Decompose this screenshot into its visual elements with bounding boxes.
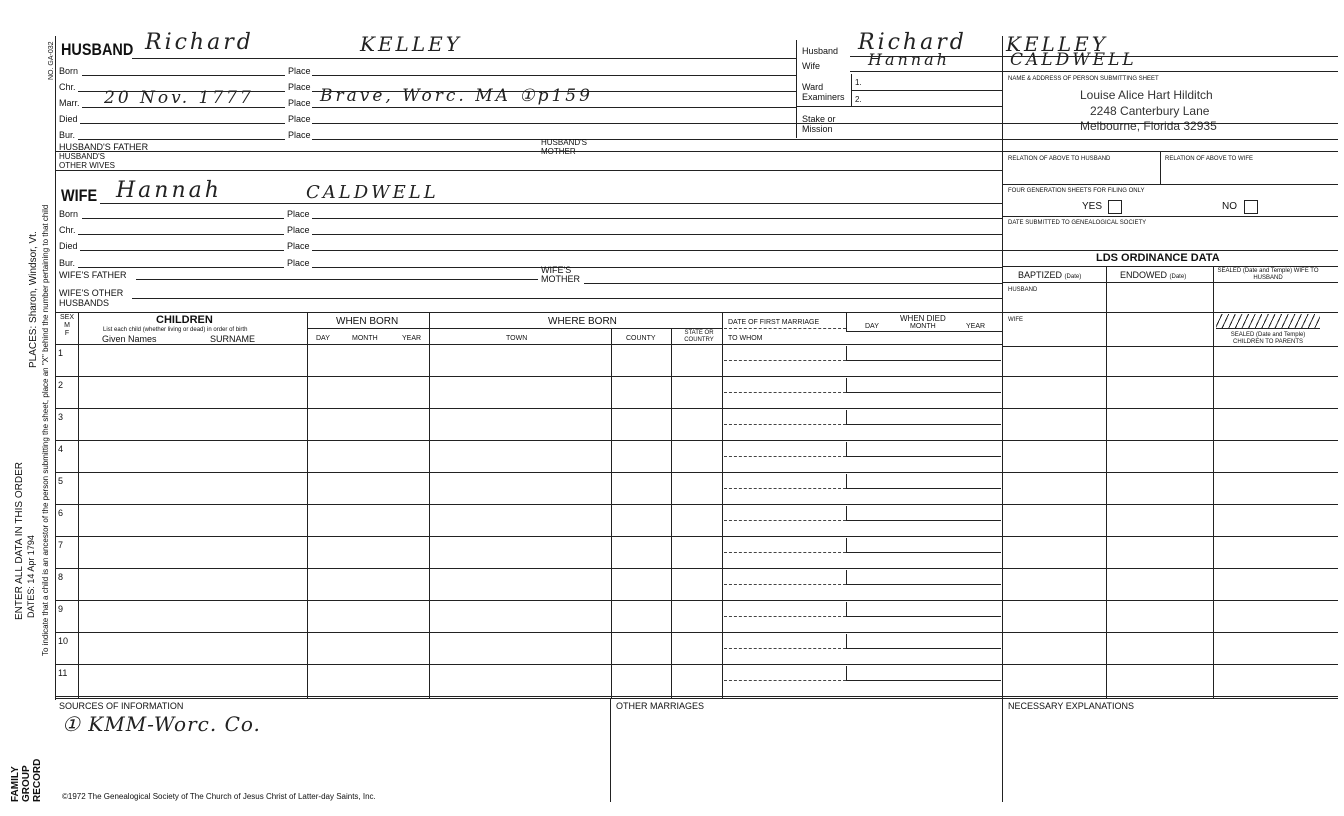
- submitter-line-1: [1002, 123, 1338, 124]
- child-row-line: [56, 408, 1002, 409]
- child-when-died-box[interactable]: [846, 442, 1001, 457]
- child-row-number: 4: [58, 444, 64, 454]
- child-row-number: 11: [58, 668, 68, 678]
- husband-marr-label: Marr.: [59, 98, 80, 108]
- husband-died-place-line: [312, 123, 1002, 124]
- child-row-number: 3: [58, 412, 64, 422]
- other-marriages-divider: [610, 698, 611, 802]
- examiner-1: 1.: [855, 78, 862, 87]
- child-marr-dash: [724, 456, 846, 457]
- ancestor-note: To indicate that a child is an ancestor of the person submitting the sheet, place an "X" behind the number pertaining to that child: [41, 204, 50, 656]
- children-surname-header: SURNAME: [210, 334, 256, 344]
- sources-label: SOURCES OF INFORMATION: [59, 701, 184, 711]
- children-top-line: [56, 312, 1002, 313]
- husband-label: HUSBAND: [61, 40, 134, 59]
- husband-bur-place-label: Place: [288, 130, 311, 140]
- wife-other-husbands-label: WIFE'S OTHER HUSBANDS: [59, 288, 124, 308]
- source-entry[interactable]: ① KMM-Worc. Co.: [62, 712, 261, 736]
- child-marr-dash: [724, 584, 846, 585]
- child-row-line: [56, 440, 1002, 441]
- child-when-died-box[interactable]: [846, 506, 1001, 521]
- wife-chr-line: [78, 234, 284, 235]
- child-when-died-box[interactable]: [846, 602, 1001, 617]
- child-marr-dash: [724, 552, 846, 553]
- wd-month: MONTH: [910, 323, 936, 330]
- husband-marr-place[interactable]: Brave, Worc. MA ①p159: [320, 86, 593, 106]
- husband-name-line: [132, 58, 796, 59]
- rh-husband-given[interactable]: Richard: [858, 30, 967, 55]
- no-checkbox[interactable]: [1244, 200, 1258, 214]
- child-row-line: [56, 504, 1002, 505]
- rel-divider: [1160, 151, 1161, 184]
- wife-died-label: Died: [59, 241, 78, 251]
- lds-title-line: [1002, 266, 1338, 267]
- lds-husband-label: HUSBAND: [1008, 287, 1038, 293]
- wife-given[interactable]: Hannah: [116, 178, 222, 203]
- wife-died-place-line: [312, 250, 1002, 251]
- wife-died-place-label: Place: [287, 241, 310, 251]
- when-born-header: WHEN BORN: [336, 316, 399, 327]
- when-born-col: [307, 312, 308, 698]
- wife-father-label: WIFE'S FATHER: [59, 270, 127, 280]
- lds-wife-line: [1002, 346, 1338, 347]
- lds-row-line: [1002, 664, 1338, 665]
- child-row-number: 7: [58, 540, 64, 550]
- rh-wife-label: Wife: [802, 61, 820, 71]
- rel-husband-label: RELATION OF ABOVE TO HUSBAND: [1008, 156, 1111, 162]
- child-row-line: [56, 472, 1002, 473]
- child-marr-dash: [724, 424, 846, 425]
- child-row-number: 6: [58, 508, 64, 518]
- children-given-header: Given Names: [102, 334, 157, 344]
- wife-born-line: [82, 218, 284, 219]
- child-when-died-box[interactable]: [846, 378, 1001, 393]
- submitter-city[interactable]: Melbourne, Florida 32935: [1080, 119, 1217, 133]
- where-born-subline: [429, 328, 722, 329]
- child-marr-dash: [724, 392, 846, 393]
- wife-other-husbands-line: [132, 298, 1002, 299]
- wife-born-place-label: Place: [287, 209, 310, 219]
- stake-label: Stake or: [802, 114, 836, 124]
- child-when-died-box[interactable]: [846, 346, 1001, 361]
- lds-sealed-wh-label: SEALED (Date and Temple) WIFE TO HUSBAND: [1217, 268, 1319, 281]
- lds-row-line: [1002, 600, 1338, 601]
- husband-chr-label: Chr.: [59, 82, 76, 92]
- wd-year: YEAR: [966, 323, 986, 330]
- child-row-number: 9: [58, 604, 64, 614]
- rel-wife-label: RELATION OF ABOVE TO WIFE: [1165, 156, 1254, 162]
- lds-row-line: [1002, 568, 1338, 569]
- wife-bur-place-label: Place: [287, 258, 310, 268]
- child-row-number: 8: [58, 572, 64, 582]
- husband-marr-date[interactable]: 20 Nov. 1777: [104, 88, 254, 108]
- husband-bur-line: [78, 139, 285, 140]
- state-header: STATE OR COUNTRY: [684, 330, 714, 343]
- county-header: COUNTY: [626, 335, 656, 342]
- wife-born-place-line: [312, 218, 1002, 219]
- lds-husband-line: [1002, 312, 1338, 313]
- wife-chr-place-line: [312, 234, 1002, 235]
- yes-label: YES: [1082, 201, 1103, 212]
- first-marr-header: DATE OF FIRST MARRIAGE: [728, 319, 820, 326]
- to-whom-header: TO WHOM: [728, 335, 763, 342]
- lds-row-line: [1002, 504, 1338, 505]
- lds-sealed-cp-label: SEALED (Date and Temple) CHILDREN TO PARENTS: [1230, 332, 1306, 345]
- lds-row-line: [1002, 632, 1338, 633]
- lds-row-line: [1002, 536, 1338, 537]
- where-born-col: [429, 312, 430, 698]
- form-title: FAMILY GROUP RECORD: [10, 758, 43, 802]
- wife-father-line: [136, 279, 538, 280]
- wife-bur-label: Bur.: [59, 258, 76, 268]
- rh-wife-surname[interactable]: CALDWELL: [1010, 50, 1137, 70]
- children-header-bottom: [56, 344, 1002, 345]
- husband-born-place-line: [312, 75, 796, 76]
- children-title: CHILDREN: [156, 314, 213, 326]
- husband-born-line: [82, 75, 285, 76]
- child-marr-dash: [724, 520, 846, 521]
- date-submitted-bottom: [1002, 250, 1338, 251]
- other-marriages-label: OTHER MARRIAGES: [616, 701, 705, 711]
- wb-day: DAY: [316, 335, 330, 342]
- husband-other-wives-label: HUSBAND'S OTHER WIVES: [59, 152, 116, 170]
- county-col: [611, 328, 612, 698]
- lds-title: LDS ORDINANCE DATA: [1096, 252, 1220, 264]
- wife-born-label: Born: [59, 209, 79, 219]
- marriage-col: [722, 312, 723, 698]
- ward-label: Ward: [802, 82, 824, 92]
- when-died-subline: [846, 331, 1002, 332]
- wife-chr-label: Chr.: [59, 225, 76, 235]
- wife-bur-line: [78, 267, 284, 268]
- four-gen-bottom-line: [1002, 216, 1338, 217]
- child-row-number: 5: [58, 476, 64, 486]
- when-born-subline: [307, 328, 429, 329]
- lds-wife-label: WIFE: [1008, 317, 1023, 323]
- lds-row-line: [1002, 472, 1338, 473]
- when-died-col: [846, 312, 847, 332]
- husband-other-wives-line: [56, 170, 1002, 171]
- explanations-label: NECESSARY EXPLANATIONS: [1008, 701, 1135, 711]
- children-instr: List each child (whether living or dead) in order of birth: [103, 327, 248, 333]
- where-born-header: WHERE BORN: [548, 316, 617, 327]
- wife-chr-place-label: Place: [287, 225, 310, 235]
- wife-bur-place-line: [312, 267, 1002, 268]
- wife-died-line: [80, 250, 284, 251]
- child-marr-dash: [724, 680, 846, 681]
- lds-col-2: [1213, 266, 1214, 698]
- child-row-line: [56, 696, 1002, 697]
- child-marr-dash: [724, 616, 846, 617]
- submitter-label: NAME & ADDRESS OF PERSON SUBMITTING SHEET: [1008, 76, 1159, 82]
- state-col: [671, 328, 672, 698]
- rel-bottom-line: [1002, 184, 1338, 185]
- child-row-number: 1: [58, 348, 64, 358]
- sex-col: [78, 312, 79, 698]
- wb-year: YEAR: [402, 335, 422, 342]
- lds-col-1: [1106, 266, 1107, 698]
- lds-row-line: [1002, 696, 1338, 697]
- rh-wife-given[interactable]: Hannah: [868, 50, 950, 69]
- lds-header-line: [1002, 282, 1338, 283]
- husband-chr-place-label: Place: [288, 82, 311, 92]
- dates-order: DATES: 14 Apr 1794: [26, 535, 36, 618]
- lds-baptized-label: BAPTIZED (Date): [1018, 270, 1082, 280]
- first-marr-dash: [724, 328, 846, 329]
- mission-label: Mission: [802, 124, 833, 134]
- child-marr-dash: [724, 648, 846, 649]
- husband-died-label: Died: [59, 114, 78, 124]
- child-when-died-box[interactable]: [846, 538, 1001, 553]
- four-gen-label: FOUR GENERATION SHEETS FOR FILING ONLY: [1008, 188, 1145, 194]
- husband-died-line: [80, 123, 285, 124]
- submitter-line-2: [1002, 139, 1338, 140]
- child-when-died-box[interactable]: [846, 666, 1001, 681]
- rh-husband-surname[interactable]: KELLEY: [1006, 32, 1108, 56]
- husband-surname[interactable]: KELLEY: [360, 32, 462, 56]
- husband-father-label: HUSBAND'S FATHER: [59, 142, 149, 152]
- child-row-line: [56, 536, 1002, 537]
- husband-born-label: Born: [59, 66, 79, 76]
- child-row-number: 10: [58, 636, 69, 646]
- footer-top-line: [56, 698, 1338, 699]
- town-header: TOWN: [506, 335, 528, 342]
- yes-checkbox[interactable]: [1108, 200, 1122, 214]
- husband-mother-label: HUSBAND'S MOTHER: [541, 138, 587, 156]
- child-row-line: [56, 664, 1002, 665]
- rh-husband-line: [850, 56, 1338, 57]
- child-when-died-box[interactable]: [846, 634, 1001, 649]
- lds-row-line: [1002, 440, 1338, 441]
- husband-bur-label: Bur.: [59, 130, 76, 140]
- sex-header: SEX M F: [59, 314, 74, 337]
- rh-husband-label: Husband: [802, 46, 839, 56]
- child-when-died-box[interactable]: [846, 570, 1001, 585]
- child-row-line: [56, 600, 1002, 601]
- child-when-died-box[interactable]: [846, 474, 1001, 489]
- rh-wife-line: [850, 71, 1338, 72]
- submitter-street[interactable]: 2248 Canterbury Lane: [1090, 104, 1210, 118]
- child-when-died-box[interactable]: [846, 410, 1001, 425]
- no-label: NO: [1222, 201, 1237, 212]
- enter-order: ENTER ALL DATA IN THIS ORDER: [14, 462, 25, 620]
- date-submitted-label: DATE SUBMITTED TO GENEALOGICAL SOCIETY: [1008, 220, 1147, 226]
- husband-bur-place-line: [312, 139, 1002, 140]
- submitter-name[interactable]: Louise Alice Hart Hilditch: [1080, 88, 1213, 102]
- when-died-header: WHEN DIED: [900, 314, 946, 323]
- submitter-box-bottom: [1002, 151, 1338, 152]
- copyright: ©1972 The Genealogical Society of The Church of Jesus Christ of Latter-day Saints, Inc.: [62, 792, 376, 801]
- ward-bottom-line: [797, 106, 1002, 107]
- examiner-row-line: [851, 90, 1002, 91]
- places-note: PLACES: Sharon, Windsor, Vt.: [28, 231, 39, 368]
- wife-surname[interactable]: CALDWELL: [306, 182, 439, 203]
- child-row-line: [56, 632, 1002, 633]
- husband-died-place-label: Place: [288, 114, 311, 124]
- wd-day: DAY: [865, 323, 879, 330]
- lds-row-line: [1002, 408, 1338, 409]
- husband-marr-place-line: [312, 107, 796, 108]
- wife-mother-label: WIFE'S MOTHER: [541, 265, 580, 284]
- wife-name-line: [100, 203, 1002, 204]
- lds-sealed-hatch: [1216, 314, 1320, 329]
- husband-marr-place-label: Place: [288, 98, 311, 108]
- lds-row-line: [1002, 376, 1338, 377]
- lds-endowed-label: ENDOWED (Date): [1120, 270, 1187, 280]
- wb-month: MONTH: [352, 335, 378, 342]
- examiners-label: Examiners: [802, 92, 845, 102]
- husband-born-place-label: Place: [288, 66, 311, 76]
- child-row-line: [56, 568, 1002, 569]
- wife-mother-line: [584, 283, 1002, 284]
- child-marr-dash: [724, 488, 846, 489]
- form-code: NO. GA-032: [48, 41, 55, 80]
- examiner-2: 2.: [855, 95, 862, 104]
- husband-given[interactable]: Richard: [145, 30, 254, 55]
- child-row-number: 2: [58, 380, 64, 390]
- child-marr-dash: [724, 360, 846, 361]
- wife-label: WIFE: [61, 186, 98, 205]
- child-row-line: [56, 376, 1002, 377]
- husband-father-line: [56, 151, 1002, 152]
